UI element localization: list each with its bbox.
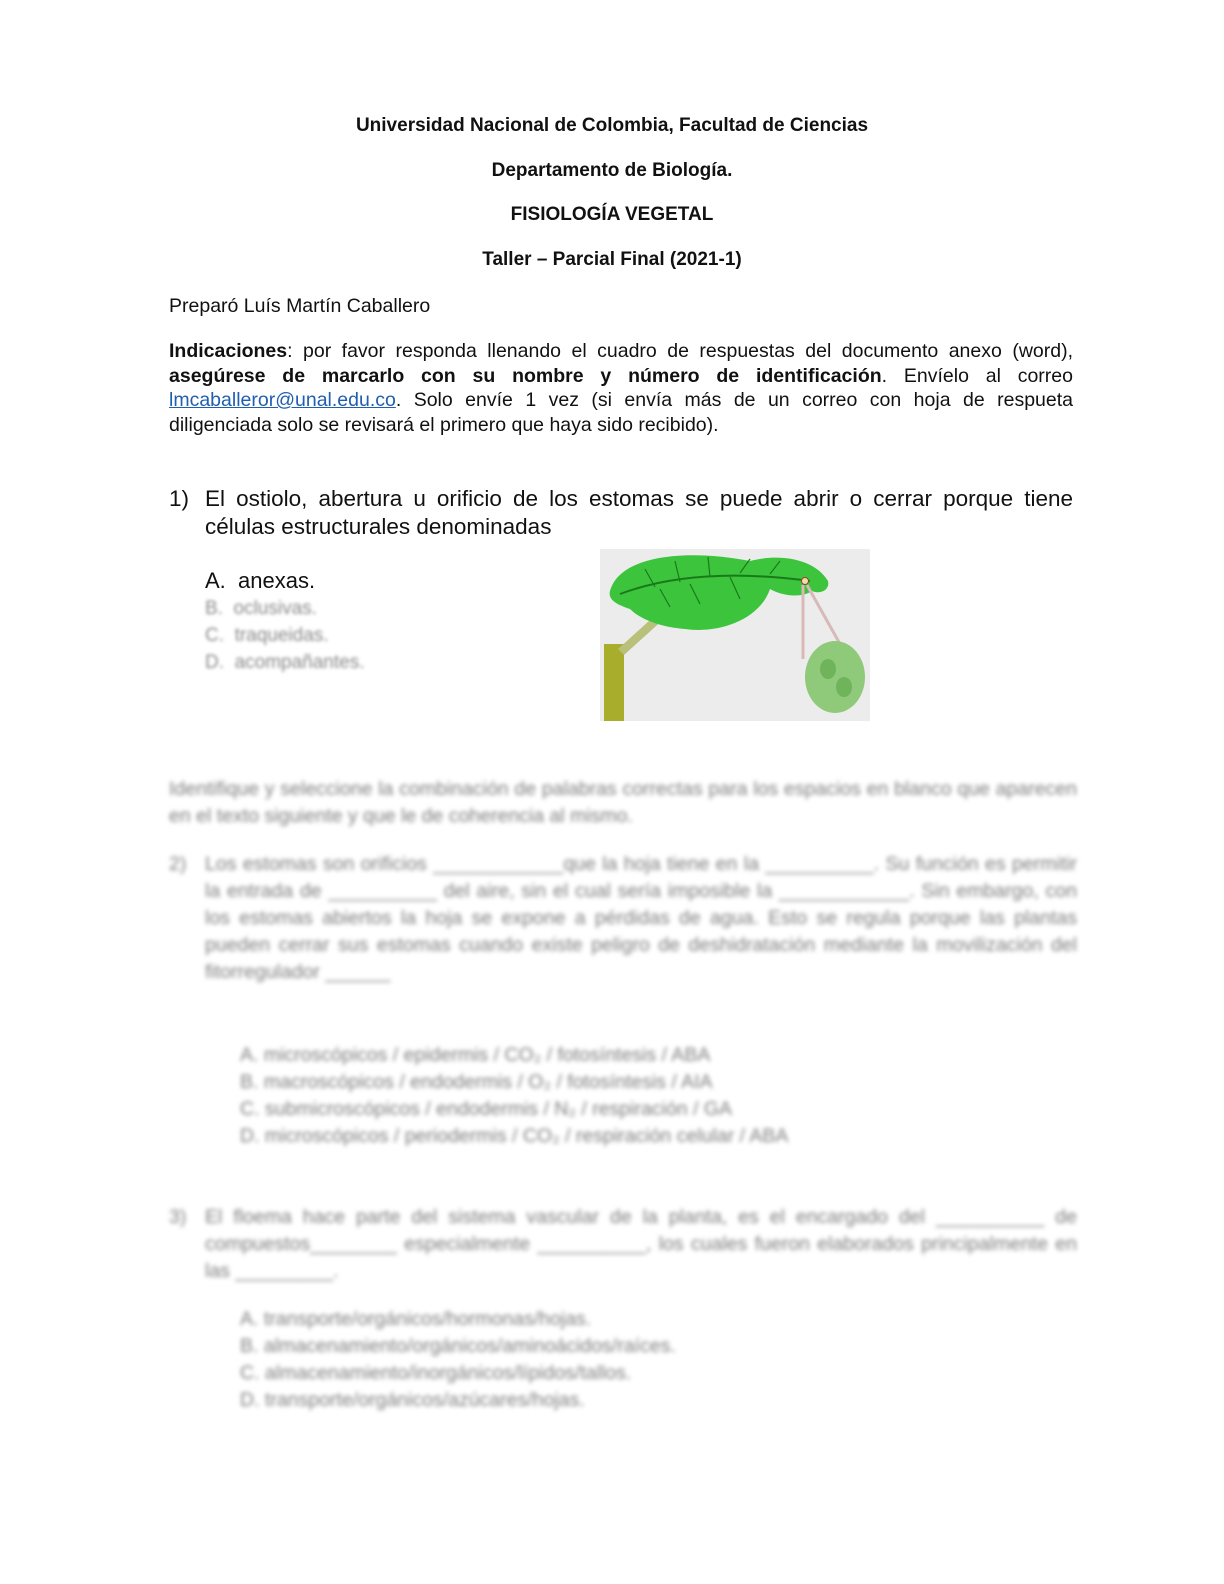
- option-letter: C.: [240, 1362, 260, 1384]
- exam-heading: Taller – Parcial Final (2021-1): [482, 249, 742, 270]
- option-text: microscópicos / epidermis / CO₂ / fotosíntesis / ABA: [263, 1044, 711, 1066]
- option-text: almacenamiento/inorgánicos/lípidos/tallos.: [264, 1362, 632, 1384]
- option-text: almacenamiento/orgánicos/aminoácidos/raíces.: [263, 1335, 676, 1357]
- question-2-option-a: [240, 1042, 710, 1069]
- question-3-option-a: [240, 1306, 591, 1333]
- author-line: Preparó Luís Martín Caballero: [169, 295, 431, 317]
- section-2-intro-text: Identifique y seleccione la combinación de palabras correctas para los espacios en blanco que aparecen en el texto siguiente y que le de coherencia al mismo.: [169, 778, 1077, 827]
- instructions-bold: asegúrese de marcarlo con su nombre y número de identificación: [169, 364, 882, 387]
- option-letter: C.: [205, 625, 224, 646]
- question-2-option-c: [240, 1096, 732, 1123]
- instructions-text-2: . Envíelo al correo: [881, 364, 1073, 387]
- option-letter: A.: [240, 1044, 259, 1066]
- question-3: [169, 1204, 1077, 1289]
- option-text: acompañantes.: [234, 652, 365, 673]
- question-1-option-c: [205, 623, 329, 649]
- question-2-number: 2): [169, 853, 187, 875]
- question-1-text: El ostiolo, abertura u orificio de los estomas se puede abrir o cerrar porque tiene células estructurales denominadas: [205, 486, 1073, 539]
- instructions-text-1: : por favor responda llenando el cuadro de respuestas del documento anexo (word),: [287, 340, 1073, 362]
- option-text: transporte/orgánicos/hormonas/hojas.: [263, 1308, 592, 1330]
- option-letter: B.: [205, 598, 223, 619]
- leaf-stoma-figure: [600, 549, 870, 721]
- department-heading: Departamento de Biología.: [491, 160, 733, 181]
- question-1-option-a: [205, 568, 315, 594]
- option-letter: A.: [205, 568, 226, 593]
- question-2-option-b: [240, 1069, 713, 1096]
- option-text: oclusivas.: [233, 598, 317, 619]
- instructions-text-3: . Solo envíe 1 vez (si envía más de un correo con hoja de respueta diligenciada solo se revisará el primero que haya sido recibido).: [169, 389, 1073, 436]
- question-2-option-d: [240, 1123, 788, 1150]
- option-text: macroscópicos / endodermis / O₂ / fotosíntesis / AIA: [263, 1071, 713, 1093]
- question-1-option-b: [205, 596, 317, 622]
- question-2-text: Los estomas son orificios ____________que la hoja tiene en la __________. Su función es permitir la entrada de __________ del aire, sin el cual sería imposible la ____________. Sin embargo, con los estomas abiertos la hoja se expone a pérdidas de agua. Esto se regula porque las plantas pueden cerrar sus estomas cuando existe peligro de deshidratación mediante la movilización del fitorregulador ______: [205, 853, 1077, 983]
- question-3-option-c: [240, 1360, 631, 1387]
- option-letter: D.: [240, 1125, 260, 1147]
- course-heading: FISIOLOGÍA VEGETAL: [510, 204, 714, 225]
- option-text: traqueidas.: [234, 625, 329, 646]
- instructions-label: Indicaciones: [169, 340, 288, 362]
- option-text: anexas.: [238, 568, 316, 593]
- instructions-paragraph: [169, 339, 1073, 437]
- option-letter: B.: [240, 1071, 259, 1093]
- option-letter: A.: [240, 1308, 259, 1330]
- option-letter: D.: [205, 652, 224, 673]
- option-letter: B.: [240, 1335, 259, 1357]
- university-heading: Universidad Nacional de Colombia, Facultad de Ciencias: [355, 115, 869, 136]
- question-3-text: El floema hace parte del sistema vascular de la planta, es el encargado del __________ de compuestos________ especialmente __________, los cuales fueron elaborados principalmente en las _________.: [205, 1206, 1077, 1282]
- option-text: submicroscópicos / endodermis / N₂ / respiración / GA: [264, 1098, 732, 1120]
- question-1-number: 1): [169, 486, 190, 511]
- question-3-number: 3): [169, 1206, 187, 1228]
- option-text: microscópicos / periodermis / CO₂ / respiración celular / ABA: [264, 1125, 789, 1147]
- question-3-option-d: [240, 1387, 585, 1414]
- option-letter: D.: [240, 1389, 260, 1411]
- email-link[interactable]: lmcaballeror@unal.edu.co: [169, 389, 396, 411]
- section-2-instructions: [169, 776, 1077, 830]
- question-3-option-b: [240, 1333, 676, 1360]
- option-letter: C.: [240, 1098, 260, 1120]
- question-2: [169, 851, 1077, 1021]
- question-1-option-d: [205, 650, 364, 676]
- question-1: [169, 485, 1073, 545]
- option-text: transporte/orgánicos/azúcares/hojas.: [264, 1389, 585, 1411]
